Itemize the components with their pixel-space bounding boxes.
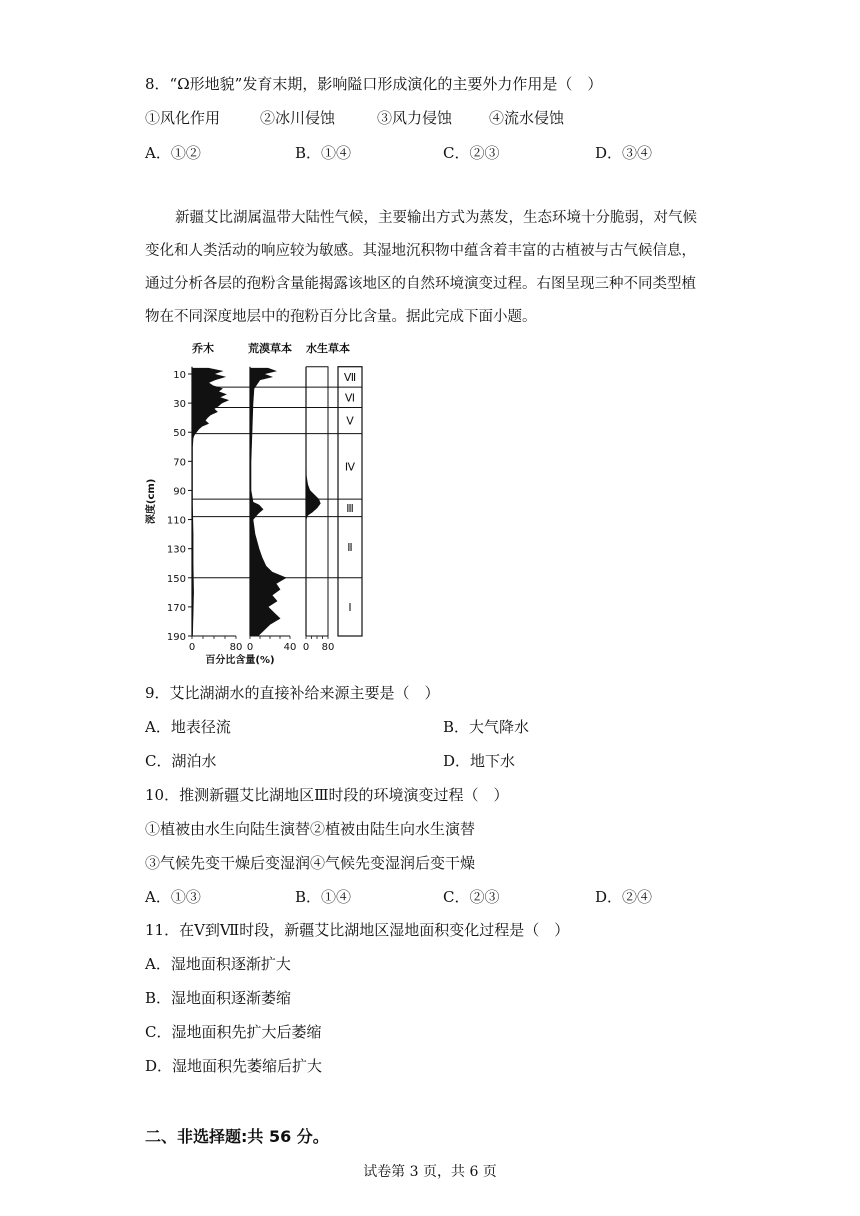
series-label: 荒漠草本: [248, 342, 292, 355]
q8-choice-d: D．③④: [595, 144, 653, 162]
q10-choice-d: D．②④: [595, 888, 653, 906]
x-tick-label: 40: [283, 642, 297, 653]
y-tick-label: 70: [173, 457, 186, 469]
zone-label: Ⅶ: [343, 370, 357, 384]
zone-label: Ⅵ: [344, 391, 356, 405]
y-tick-label: 30: [173, 399, 186, 411]
passage-line: 新疆艾比湖属温带大陆性气候，主要输出方式为蒸发，生态环境十分脆弱，对气候: [175, 210, 697, 226]
q8-item: ③风力侵蚀: [377, 109, 453, 127]
q8-item: ④流水侵蚀: [489, 109, 565, 127]
q10-stem: 10．推测新疆艾比湖地区Ⅲ时段的环境演变过程（ ）: [145, 786, 509, 804]
pollen-profile-1: [192, 368, 228, 636]
q10-choice-b: B．①④: [295, 888, 352, 906]
passage-line: 物在不同深度地层中的孢粉百分比含量。据此完成下面小题。: [145, 309, 537, 325]
q9-stem: 9．艾比湖湖水的直接补给来源主要是（ ）: [145, 684, 440, 702]
x-tick-label: 0: [188, 642, 196, 653]
passage-line: 通过分析各层的孢粉含量能揭露该地区的自然环境演变过程。右图呈现三种不同类型植: [145, 276, 696, 292]
y-tick-label: 10: [173, 370, 186, 381]
section-heading: 二、非选择题:共 56 分。: [145, 1127, 329, 1146]
q9-choice-c: C．湖泊水: [145, 752, 217, 770]
zone-label: Ⅳ: [344, 460, 356, 474]
x-tick-label: 0: [246, 642, 254, 653]
x-tick-label: 80: [321, 642, 335, 653]
q8-item: ②冰川侵蚀: [260, 109, 336, 127]
pollen-profile-3: [306, 368, 320, 636]
series-label: 乔木: [192, 342, 214, 355]
zone-label: Ⅰ: [348, 600, 352, 614]
q8-choice-c: C．②③: [443, 144, 500, 162]
q8-item: ①风化作用: [145, 109, 221, 127]
q11-stem: 11．在Ⅴ到Ⅶ时段，新疆艾比湖地区湿地面积变化过程是（ ）: [145, 921, 570, 939]
passage-line: 变化和人类活动的响应较为敏感。其湿地沉积物中蕴含着丰富的古植被与古气候信息，: [145, 243, 696, 259]
page-footer: 试卷第 3 页，共 6 页: [363, 1164, 497, 1180]
q8-stem: 8．“Ω形地貌”发育末期，影响隘口形成演化的主要外力作用是（ ）: [145, 75, 603, 93]
q10-items-line1: ①植被由水生向陆生演替②植被由陆生向水生演替: [145, 820, 476, 838]
x-tick-label: 0: [302, 642, 310, 653]
q8-choice-b: B．①④: [295, 144, 352, 162]
q11-choice-b: B．湿地面积逐渐萎缩: [145, 989, 292, 1007]
q10-choice-c: C．②③: [443, 888, 500, 906]
q9-choice-a: A．地表径流: [145, 718, 231, 736]
series-label: 水生草本: [306, 342, 350, 355]
q11-choice-d: D．湿地面积先萎缩后扩大: [145, 1057, 323, 1075]
q10-items-line2: ③气候先变干燥后变湿润④气候先变湿润后变干燥: [145, 854, 476, 872]
zone-label: Ⅱ: [347, 541, 353, 555]
x-tick-label: 80: [229, 642, 243, 653]
q9-choice-b: B．大气降水: [443, 718, 530, 736]
y-tick-label: 50: [173, 428, 186, 440]
q8-choice-a: A．①②: [145, 144, 201, 162]
y-tick-label: 150: [166, 573, 186, 585]
q9-choice-d: D．地下水: [443, 752, 516, 770]
pollen-diagram: [140, 340, 380, 670]
q10-choice-a: A．①③: [145, 888, 201, 906]
y-tick-label: 170: [166, 602, 186, 614]
q11-choice-a: A．湿地面积逐渐扩大: [145, 955, 291, 973]
y-tick-label: 110: [166, 515, 186, 527]
q11-choice-c: C．湿地面积先扩大后萎缩: [145, 1023, 322, 1041]
zone-label: Ⅴ: [346, 414, 354, 428]
zone-label: Ⅲ: [346, 501, 354, 515]
y-axis-label: 深度(cm): [146, 478, 157, 525]
passage: [145, 202, 725, 334]
y-tick-label: 90: [173, 486, 186, 498]
x-axis-label: 百分比含量(%): [205, 655, 275, 666]
pollen-profile-2: [250, 368, 286, 636]
y-tick-label: 190: [166, 632, 186, 643]
y-tick-label: 130: [166, 544, 186, 556]
